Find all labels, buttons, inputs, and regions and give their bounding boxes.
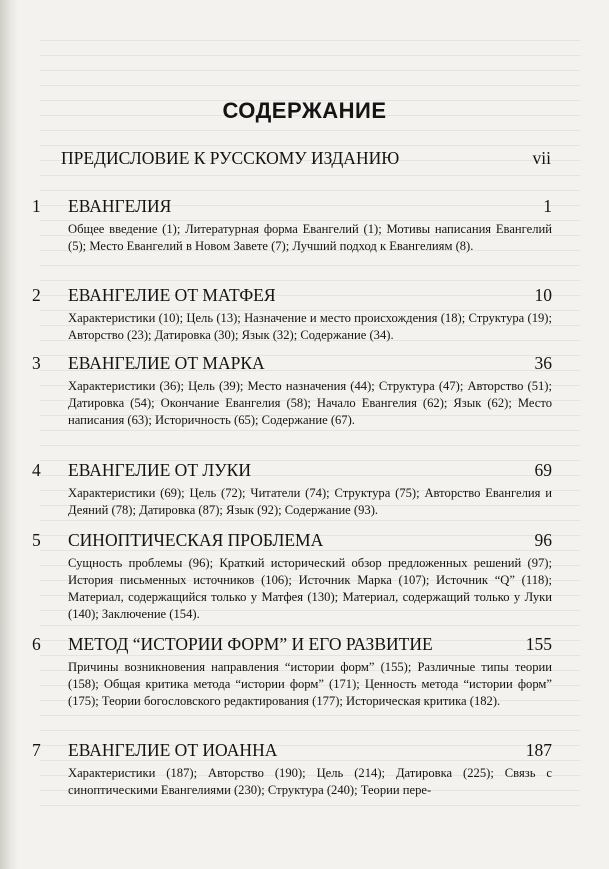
chapter-summary: Сущность проблемы (96); Краткий исторический обзор предложенных решений (97); История письменных источников (106); Источник Марка (107); Источник “Q” (118); Материал, содержащийся только у Матфея (130); Материал, содержащий только у Луки (140); Заключение (154). [68, 556, 552, 621]
chapter-title: МЕТОД “ИСТОРИИ ФОРМ” И ЕГО РАЗВИТИЕ [68, 634, 433, 654]
chapter-heading [32, 634, 552, 654]
chapter-title: СИНОПТИЧЕСКАЯ ПРОБЛЕМА [68, 530, 324, 550]
page-title: СОДЕРЖАНИЕ [222, 98, 387, 123]
chapter-heading [32, 196, 552, 216]
chapter-summary: Общее введение (1); Литературная форма Евангелий (1); Мотивы написания Евангелий (5); Место Евангелий в Новом Завете (7); Лучший подход к Евангелиям (8). [68, 222, 552, 253]
chapter-page: 155 [525, 634, 552, 654]
toc-preface-entry [61, 148, 551, 169]
chapter-summary: Характеристики (10); Цель (13); Назначение и место происхождения (18); Структура (19); Авторство (23); Датировка (30); Язык (32); Содержание (34). [68, 311, 552, 342]
toc-chapter [32, 285, 552, 344]
chapter-number: 2 [32, 285, 41, 305]
chapter-title: ЕВАНГЕЛИЕ ОТ ИОАННА [68, 740, 278, 760]
chapter-number: 3 [32, 353, 41, 373]
chapter-page: 36 [534, 353, 552, 373]
toc-chapter [32, 530, 552, 623]
preface-page: vii [532, 148, 551, 168]
chapter-number: 5 [32, 530, 41, 550]
chapter-summary: Причины возникновения направления “истории форм” (155); Различные типы теории (158); Общая критика метода “истории форм” (171); Ценность метода “истории форм” (175); Теории богословского редактирования (177); Историческая критика (182). [68, 660, 552, 708]
toc-chapter [32, 634, 552, 710]
toc-chapter [32, 196, 552, 255]
chapter-number: 6 [32, 634, 41, 654]
chapter-summary: Характеристики (187); Авторство (190); Цель (214); Датировка (225); Связь с синоптическими Евангелиями (230); Структура (240); Теории пере- [68, 766, 552, 797]
page-binding-edge [0, 0, 18, 869]
toc-chapter [32, 460, 552, 519]
toc-chapter [32, 740, 552, 799]
chapter-page: 1 [543, 196, 552, 216]
chapter-title: ЕВАНГЕЛИЕ ОТ МАТФЕЯ [68, 285, 276, 305]
chapter-page: 187 [525, 740, 552, 760]
preface-label: ПРЕДИСЛОВИЕ К РУССКОМУ ИЗДАНИЮ [61, 148, 400, 168]
chapter-heading [32, 353, 552, 373]
chapter-title: ЕВАНГЕЛИЕ ОТ ЛУКИ [68, 460, 251, 480]
chapter-title: ЕВАНГЕЛИЕ ОТ МАРКА [68, 353, 265, 373]
chapter-page: 10 [534, 285, 552, 305]
chapter-title: ЕВАНГЕЛИЯ [68, 196, 172, 216]
chapter-page: 96 [534, 530, 552, 550]
chapter-heading [32, 285, 552, 305]
chapter-page: 69 [534, 460, 552, 480]
chapter-number: 1 [32, 196, 41, 216]
chapter-number: 4 [32, 460, 41, 480]
chapter-summary: Характеристики (36); Цель (39); Место назначения (44); Структура (47); Авторство (51); Датировка (54); Окончание Евангелия (58); Начало Евангелия (62); Язык (62); Место написания (63); Историчность (65); Содержание (67). [68, 379, 552, 427]
chapter-summary: Характеристики (69); Цель (72); Читатели (74); Структура (75); Авторство Евангелия и Деяний (78); Датировка (87); Язык (92); Содержание (93). [68, 486, 552, 517]
chapter-heading [32, 740, 552, 760]
chapter-number: 7 [32, 740, 41, 760]
toc-chapter [32, 353, 552, 429]
chapter-heading [32, 530, 552, 550]
chapter-heading [32, 460, 552, 480]
